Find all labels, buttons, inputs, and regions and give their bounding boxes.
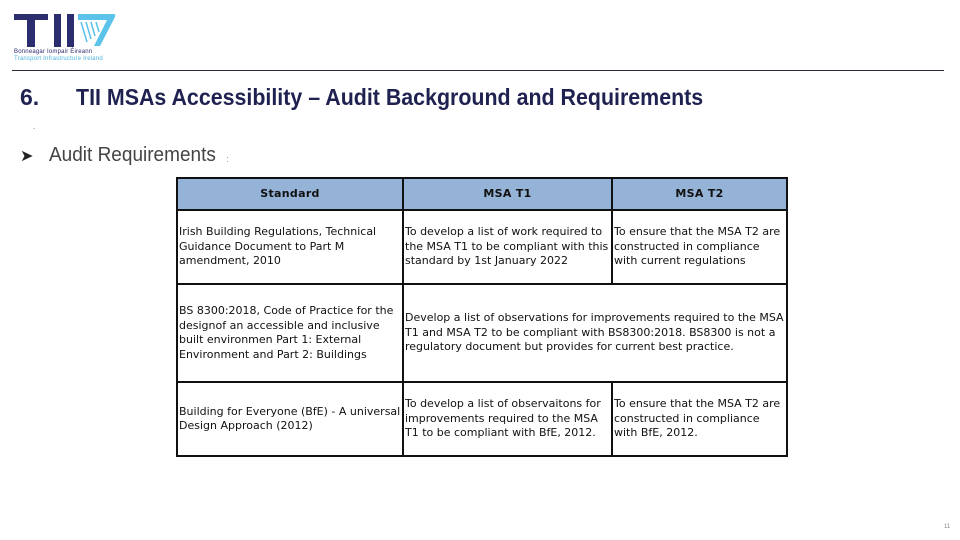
cell-standard: Building for Everyone (BfE) - A universal Design Approach (2012) (177, 382, 403, 456)
cell-msa-t2: To ensure that the MSA T2 are constructed in compliance with BfE, 2012. (612, 382, 787, 456)
table-row (177, 210, 787, 284)
header-divider (12, 70, 944, 71)
cell-msa-t1: To develop a list of observaitons for improvements required to the MSA T1 to be compliant with BfE, 2012. (403, 382, 612, 456)
cell-msa-t1: To develop a list of work required to the MSA T1 to be compliant with this standard by 1st January 2022 (403, 210, 612, 284)
column-header-msa-t1: MSA T1 (403, 178, 612, 210)
table-row (177, 382, 787, 456)
cell-msa-t2: To ensure that the MSA T2 are constructed in compliance with current regulations (612, 210, 787, 284)
tii-logo-mark-icon (14, 12, 118, 48)
logo-subtitle-english: Transport Infrastructure Ireland (14, 56, 103, 62)
cell-standard: BS 8300:2018, Code of Practice for the designof an accessible and inclusive built environmen Part 1: External Environment and Part 2: Buildings (177, 284, 403, 382)
table-row (177, 284, 787, 382)
column-header-msa-t2: MSA T2 (612, 178, 787, 210)
cell-standard: Irish Building Regulations, Technical Guidance Document to Part M amendment, 2010 (177, 210, 403, 284)
tii-logo (14, 12, 124, 68)
column-header-standard: Standard (177, 178, 403, 210)
bullet-label: Audit Requirements (49, 144, 217, 166)
arrow-bullet-icon: ➤ (20, 147, 34, 165)
bullet-audit-requirements (20, 144, 229, 167)
page-number: 11 (944, 524, 951, 530)
slide-number: 6. (20, 84, 40, 110)
slide-title: TII MSAs Accessibility – Audit Background and Requirements (76, 84, 704, 110)
bullet-suffix: : (226, 153, 229, 164)
logo-subtitle-irish: Bonneagar Iompair Éireann (14, 49, 93, 55)
stray-mark: . (33, 122, 36, 131)
table-header-row (177, 178, 787, 210)
audit-requirements-table (176, 177, 788, 457)
cell-msa-t1-t2-merged: Develop a list of observations for improvements required to the MSA T1 and MSA T2 to be compliant with BS8300:2018. BS8300 is not a regulatory document but provides for current best practice. (403, 284, 787, 382)
